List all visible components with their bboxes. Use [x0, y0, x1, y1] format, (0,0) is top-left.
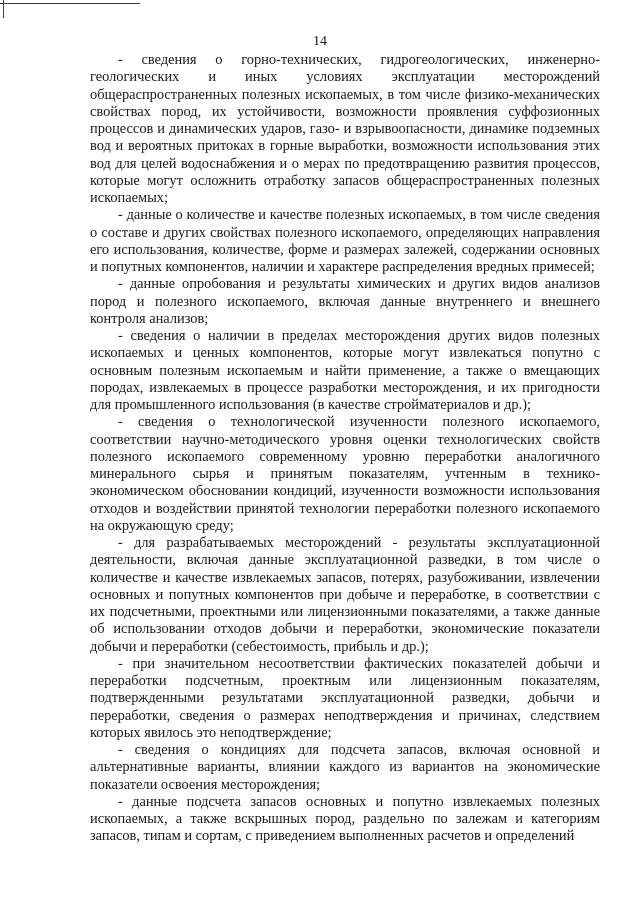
paragraph-geotechnical-conditions: - сведения о горно-технических, гидрогеологических, инженерно-геологических и иных условиях эксплуатации месторождений общераспространенных полезных ископаемых, в том числе физико-механических свойствах пород, их устойчивости, возможности проявления суффозионных процессов и динамических ударов, газо- и взрывоопасности, динамике подземных вод и вероятных притоках в горные выработки, возможности использования этих вод для целей водоснабжения и о мерах по предотвращению развития процессов, которые могут осложнить отработку запасов общераспространенных полезных ископаемых;: [90, 52, 600, 206]
paragraph-technological-study: - сведения о технологической изученности полезного ископаемого, соответствии научно-методического уровня оценки технологических свойств полезного ископаемого современному уровню переработки аналогичного минерального сырья и принятым показателям, учтенным в технико-экономическом обосновании кондиций, изученности возможности использования отходов и воздействии принятой технологии переработки полезного ископаемого на окружающую среду;: [90, 414, 600, 534]
paragraph-sampling-analysis: - данные опробования и результаты химических и других видов анализов пород и полезного ископаемого, включая данные внутреннего и внешнего контроля анализов;: [90, 276, 600, 327]
paragraph-conditions-variants: - сведения о кондициях для подсчета запасов, включая основной и альтернативные варианты, влиянии каждого из вариантов на экономические показатели освоения месторождения;: [90, 742, 600, 793]
paragraph-nonconfirmation: - при значительном несоответствии фактических показателей добычи и переработки подсчетным, проектным или лицензионным показателям, подтвержденными результатами эксплуатационной разведки, добычи и переработки, сведения о размерах неподтверждения и причинах, следствием которых явилось это неподтверждение;: [90, 655, 600, 741]
scan-edge-mark-left: [3, 0, 4, 18]
scan-edge-mark: [0, 3, 140, 4]
paragraph-reserves-calculation: - данные подсчета запасов основных и попутно извлекаемых полезных ископаемых, а также вскрышных пород, раздельно по залежам и категориям запасов, типам и сортам, с приведением выполненных расчетов и определений: [90, 793, 600, 845]
document-body: [90, 52, 600, 846]
paragraph-associated-minerals: - сведения о наличии в пределах месторождения других видов полезных ископаемых и ценных компонентов, которые могут извлекаться попутно с основным полезным ископаемым и найти применение, а также о вмещающих породах, извлекаемых в процессе разработки месторождения, и их пригодности для промышленного использования (в качестве стройматериалов и др.);: [90, 328, 600, 413]
paragraph-operational-results: - для разрабатываемых месторождений - результаты эксплуатационной деятельности, включая данные эксплуатационной разведки, в том числе о количестве и качестве извлекаемых запасов, потерях, разубоживании, извлечении основных и попутных компонентов при добыче и переработке, в соответствии с их подсчетными, проектными или лицензионными показателями, а также данные об использовании отходов добычи и переработки, экономические показатели добычи и переработки (себестоимость, прибыль и др.);: [90, 535, 600, 655]
page-number: 14: [313, 34, 327, 49]
paragraph-quantity-quality: - данные о количестве и качестве полезных ископаемых, в том числе сведения о составе и других свойствах полезного ископаемого, определяющих направления его использования, количестве, форме и размерах залежей, содержании основных и попутных компонентов, наличии и характере распределения вредных примесей;: [90, 207, 600, 275]
